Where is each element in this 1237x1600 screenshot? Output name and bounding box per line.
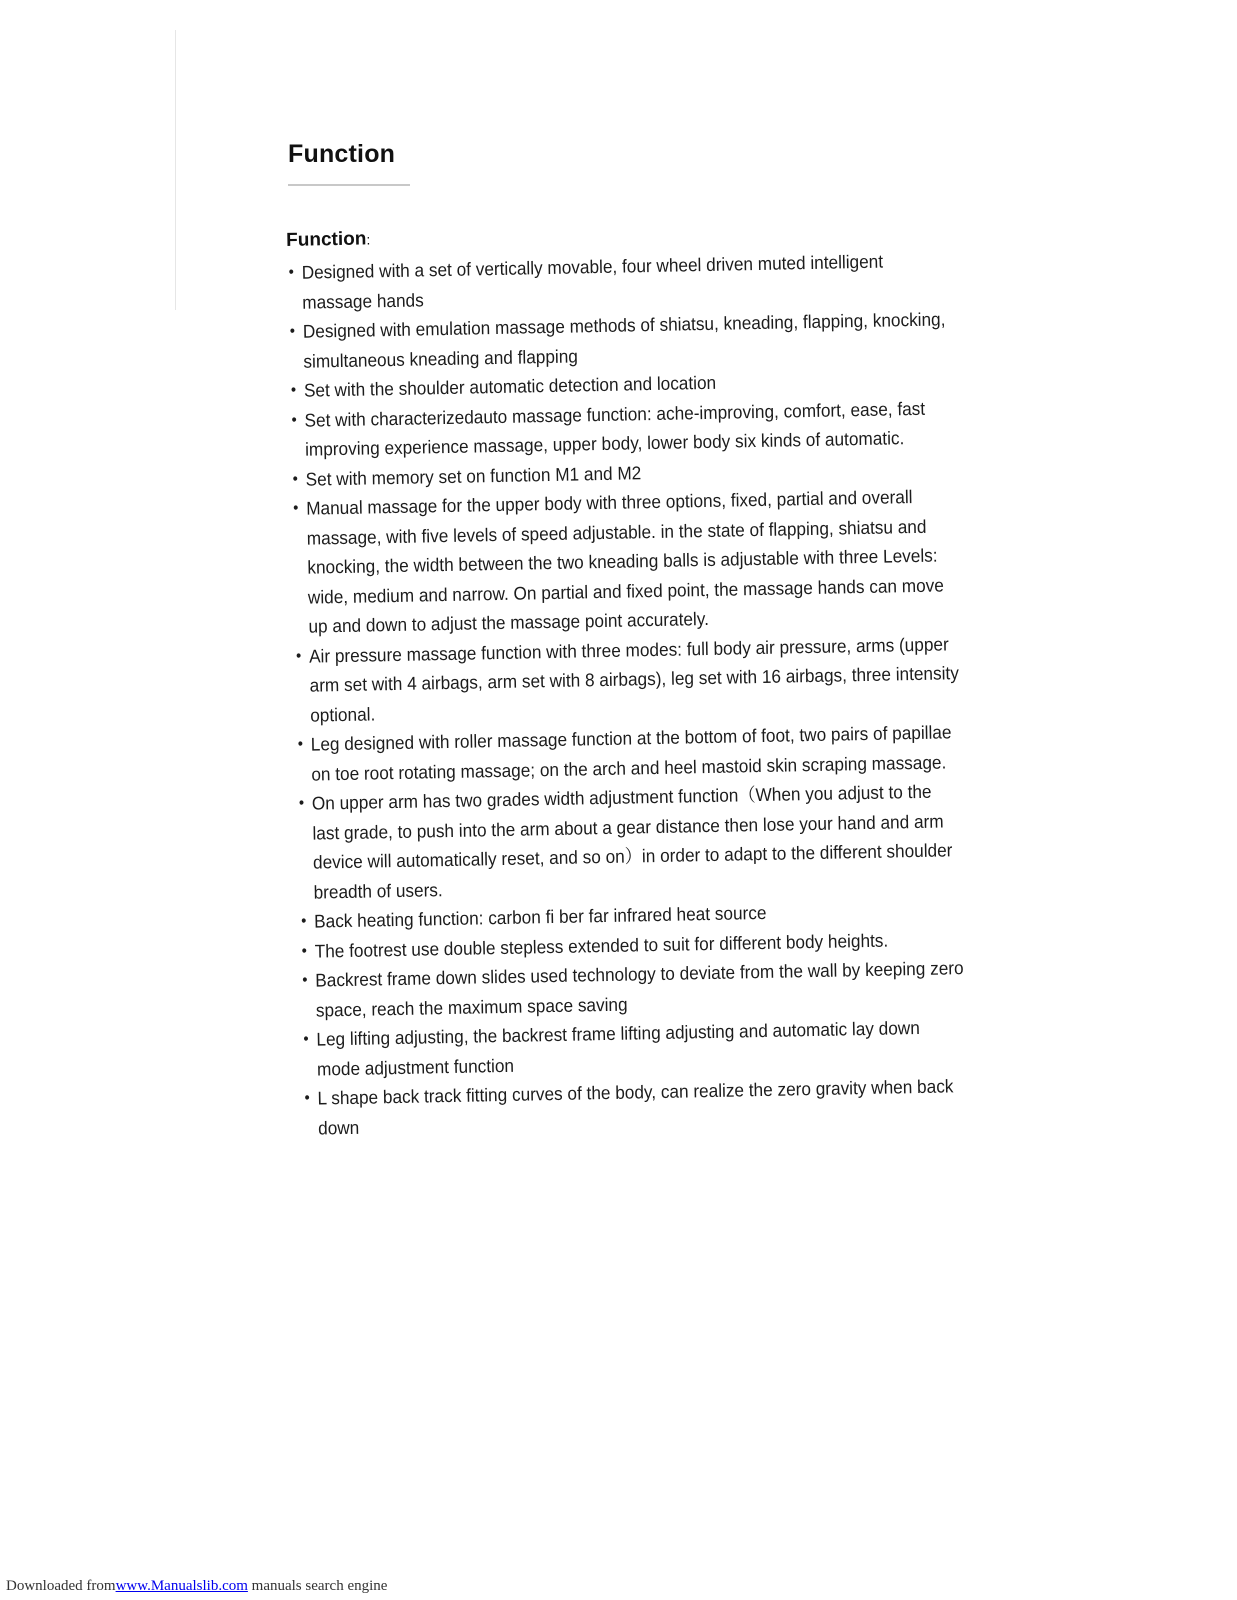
bullet-icon: • — [295, 647, 302, 665]
function-section — [286, 217, 983, 1143]
footer-suffix: manuals search engine — [251, 1578, 388, 1594]
bullet-icon: • — [291, 411, 297, 429]
feature-text: Leg designed with roller massage function at the bottom of foot, two pairs of papillae on toe root rotating massage; on the arch and heel mastoid skin scraping massage. — [310, 721, 952, 785]
bullet-icon: • — [298, 794, 305, 812]
manualslib-link[interactable]: www.Manualslib.com — [115, 1578, 248, 1594]
bullet-icon: • — [304, 1089, 310, 1107]
bullet-icon: • — [290, 381, 297, 399]
bullet-icon: • — [300, 912, 307, 930]
feature-text: Air pressure massage function with three modes: full body air pressure, arms (upper arm set with 4 airbags, arm set with 8 airbags), leg set with 16 airbags, three intensity optional. — [308, 632, 960, 726]
bullet-icon: • — [301, 942, 308, 960]
bullet-icon: • — [293, 499, 299, 517]
bullet-icon: • — [288, 263, 295, 281]
feature-text: Back heating function: carbon fi ber far infrared heat source — [313, 901, 767, 932]
feature-text: Backrest frame down slides used technology to deviate from the wall by keeping zero space, reach the maximum space saving — [315, 957, 964, 1021]
feature-item — [291, 481, 960, 641]
subheading-colon: : — [366, 231, 371, 248]
feature-text: Manual massage for the upper body with three options, fixed, partial and overall massage, with five levels of speed adjustable. in the state of flapping, shiatsu and knocking, the width between the two kneading balls is adjustable with three Levels: wide, medium and narrow. On partial and fixed point, the massage hands can move up and down to adjust the massage point accurately. — [306, 486, 944, 637]
feature-text: Set with the shoulder automatic detection and location — [303, 371, 717, 401]
bullet-icon: • — [303, 1030, 309, 1048]
feature-item — [302, 1071, 969, 1143]
feature-text: Set with memory set on function M1 and M2 — [305, 461, 642, 490]
footer-prefix: Downloaded from — [6, 1578, 116, 1594]
scan-page-edge — [175, 30, 176, 310]
feature-text: Set with characterizedauto massage function: ache-improving, comfort, ease, fast improving experience massage, upper body, lower body six kinds of automatic. — [304, 397, 926, 460]
feature-item — [294, 629, 961, 730]
feature-text: On upper arm has two grades width adjustment function（When you adjust to the last grade, to push into the arm about a gear distance then lose your hand and arm device will automatically reset, and so on）in order to adapt to the different shoulder breadth of users. — [311, 780, 953, 903]
subheading-text: Function — [286, 228, 367, 251]
download-footer — [6, 1578, 387, 1595]
feature-text: L shape back track fitting curves of the body, can realize the zero gravity when back down — [317, 1075, 954, 1139]
bullet-icon: • — [297, 735, 304, 753]
feature-item — [297, 776, 965, 907]
bullet-icon: • — [289, 322, 296, 340]
title-underline — [288, 184, 410, 186]
feature-text: Leg lifting adjusting, the backrest frame lifting adjusting and automatic lay down mode adjustment function — [316, 1016, 920, 1080]
page-title: Function — [288, 140, 396, 168]
bullet-icon: • — [302, 971, 308, 989]
feature-text: Designed with emulation massage methods of shiatsu, kneading, flapping, knocking, simultaneous kneading and flapping — [302, 308, 946, 372]
feature-list — [287, 245, 984, 1143]
bullet-icon: • — [292, 470, 299, 488]
feature-text: Designed with a set of vertically movable, four wheel driven muted intelligent massage hands — [301, 250, 884, 313]
feature-text: The footrest use double stepless extended to suit for different body heights. — [314, 929, 889, 962]
